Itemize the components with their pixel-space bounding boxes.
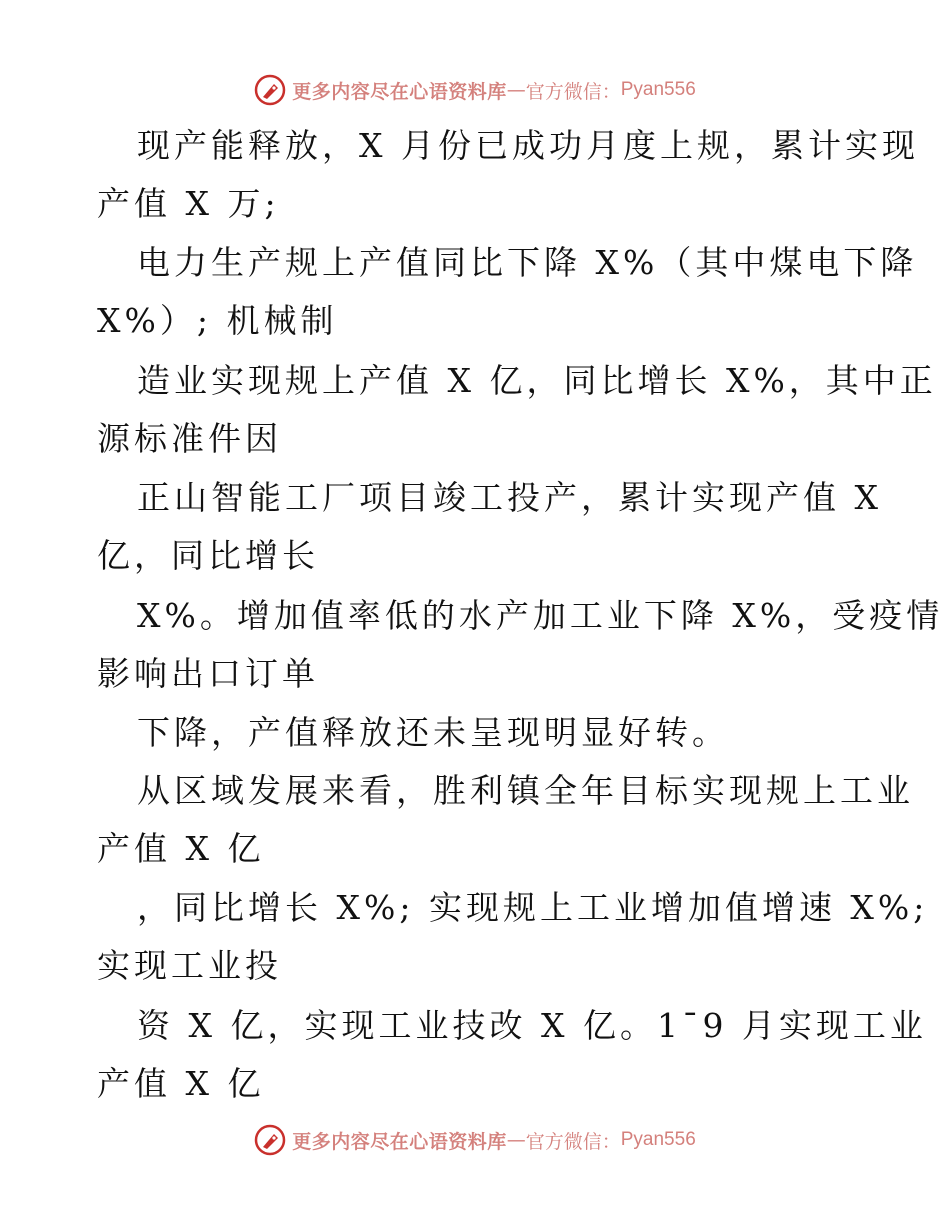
watermark-id: Pyan556 <box>620 1129 696 1150</box>
watermark-text: 更多内容尽在心语资料库 <box>292 80 507 103</box>
text-line: 造业实现规上产值 X 亿，同比增长 X%，其中正 <box>137 361 937 400</box>
text-line: 资 X 亿，实现工业技改 X 亿。1¯9 月实现工业 <box>137 1006 927 1045</box>
text-line: 从区域发展来看，胜利镇全年目标实现规上工业 <box>137 771 914 810</box>
text-line: X%）; 机械制 <box>97 301 338 340</box>
text-line: 电力生产规上产值同比下降 X%（其中煤电下降 <box>137 243 918 282</box>
text-line: 下降，产值释放还未呈现明显好转。 <box>137 713 729 752</box>
text-line: 现产能释放，X 月份已成功月度上规，累计实现 <box>137 126 919 165</box>
watermark-text: 更多内容尽在心语资料库 <box>292 1130 507 1153</box>
text-line: 产值 X 亿 <box>97 829 265 868</box>
pen-nib-logo-icon <box>254 74 286 106</box>
text-line: 产值 X 万; <box>97 184 280 223</box>
watermark-dash: — <box>506 79 526 101</box>
text-line: 产值 X 亿 <box>97 1064 265 1103</box>
watermark-dash: — <box>506 1129 526 1151</box>
text-line: ，同比增长 X%; 实现规上工业增加值增速 X%; <box>137 888 929 927</box>
text-line: 亿，同比增长 <box>97 536 319 575</box>
pen-nib-logo-icon <box>254 1124 286 1156</box>
header-watermark <box>0 70 950 110</box>
footer-watermark <box>0 1120 950 1160</box>
text-line: 实现工业投 <box>97 946 282 985</box>
text-line: 源标准件因 <box>97 419 282 458</box>
watermark-id: Pyan556 <box>620 79 696 100</box>
watermark-sub: 官方微信： <box>525 1130 621 1153</box>
text-line: 正山智能工厂项目竣工投产，累计实现产值 X <box>137 478 882 517</box>
text-line: 影响出口订单 <box>97 654 319 693</box>
watermark-sub: 官方微信： <box>525 80 621 103</box>
text-line: X%。增加值率低的水产加工业下降 X%，受疫情 <box>137 596 944 635</box>
